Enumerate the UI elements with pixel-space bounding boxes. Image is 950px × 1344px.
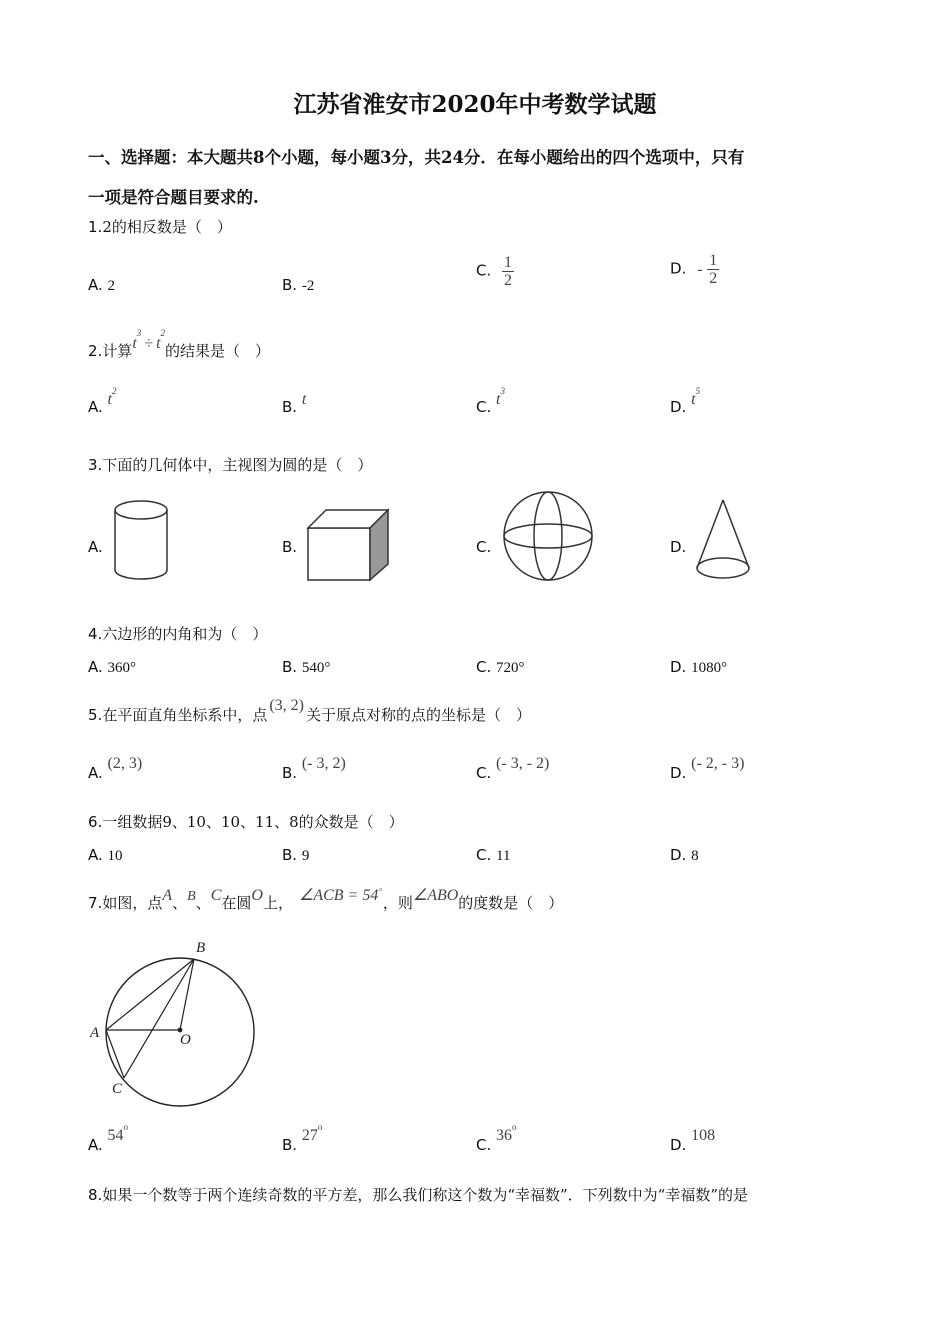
q2-option-c[interactable]: C. $t^3$ — [476, 386, 505, 416]
q1-option-a[interactable]: A. 2 — [88, 276, 116, 294]
q5-option-b[interactable]: B. (- 3, 2) — [282, 755, 346, 782]
figure-label-o: O — [180, 1032, 191, 1048]
question-2-stem: 2.计算$t^3\div t^2$的结果是（ ） — [88, 328, 271, 360]
q7-option-d[interactable]: D. 108 — [670, 1127, 716, 1154]
q2-option-a[interactable]: A. $t^2$ — [88, 386, 117, 416]
circle-figure — [86, 936, 266, 1116]
q7-option-c[interactable]: C. 36$^o$ — [476, 1122, 517, 1154]
cone-icon — [692, 496, 758, 584]
figure-label-b: B — [196, 940, 206, 956]
question-5-stem: 5.在平面直角坐标系中，点(3, 2)关于原点对称的点的坐标是（ ） — [88, 697, 531, 724]
fraction: $\frac{1}{2}$ — [709, 252, 718, 287]
q3-option-b[interactable]: B. — [282, 538, 298, 556]
question-7-stem: 7.如图，点A、B、C在圆O上， ∠ACB = 54°，则∠ABO的度数是（ ） — [88, 887, 564, 912]
q3-option-c[interactable]: C. — [476, 538, 492, 556]
q7-option-a[interactable]: A. 54$^o$ — [88, 1122, 129, 1154]
q1-option-b[interactable]: B. -2 — [282, 276, 315, 294]
q4-option-c[interactable]: C. 720° — [476, 658, 525, 676]
q6-option-b[interactable]: B. 9 — [282, 846, 310, 864]
q3-option-d[interactable]: D. — [670, 538, 687, 556]
q4-option-d[interactable]: D. 1080° — [670, 658, 728, 676]
q6-option-a[interactable]: A. 10 — [88, 846, 123, 864]
figure-label-c: C — [112, 1081, 123, 1097]
question-1-stem: 1.2的相反数是（ ） — [88, 218, 232, 236]
question-8-stem: 8.如果一个数等于两个连续奇数的平方差，那么我们称这个数为“幸福数”．下列数中为“幸福数”的是 — [88, 1186, 748, 1204]
q4-option-b[interactable]: B. 540° — [282, 658, 331, 676]
q6-option-c[interactable]: C. 11 — [476, 846, 511, 864]
expression: $t^3\div t^2$ — [132, 328, 166, 352]
q5-option-a[interactable]: A. (2, 3) — [88, 755, 143, 782]
q2-option-d[interactable]: D. $t^5$ — [670, 386, 701, 416]
q6-option-d[interactable]: D. 8 — [670, 846, 699, 864]
figure-label-a: A — [90, 1025, 100, 1041]
sphere-icon — [500, 488, 596, 584]
cylinder-icon — [108, 496, 174, 586]
q7-option-b[interactable]: B. 27$^o$ — [282, 1122, 323, 1154]
section-header-line2: 一项是符合题目要求的. — [88, 188, 259, 207]
q5-option-d[interactable]: D. (- 2, - 3) — [670, 755, 745, 782]
question-3-stem: 3.下面的几何体中，主视图为圆的是（ ） — [88, 456, 373, 474]
q5-option-c[interactable]: C. (- 3, - 2) — [476, 755, 550, 782]
q1-option-c[interactable]: C. $\frac{1}{2}$ — [476, 254, 513, 289]
page-title: 江苏省淮安市2020年中考数学试题 — [293, 91, 657, 118]
question-4-stem: 4.六边形的内角和为（ ） — [88, 625, 268, 643]
question-6-stem: 6.一组数据9、10、10、11、8的众数是（ ） — [88, 813, 404, 831]
fraction: $\frac{1}{2}$ — [504, 254, 513, 289]
q1-option-d[interactable]: D. - $\frac{1}{2}$ — [670, 252, 718, 287]
section-header-line1: 一、选择题：本大题共8个小题，每小题3分，共24分．在每小题给出的四个选项中，只有 — [88, 148, 745, 167]
q4-option-a[interactable]: A. 360° — [88, 658, 137, 676]
q3-option-a[interactable]: A. — [88, 538, 103, 556]
q2-option-b[interactable]: B. t — [282, 391, 307, 416]
cuboid-icon — [304, 506, 394, 586]
